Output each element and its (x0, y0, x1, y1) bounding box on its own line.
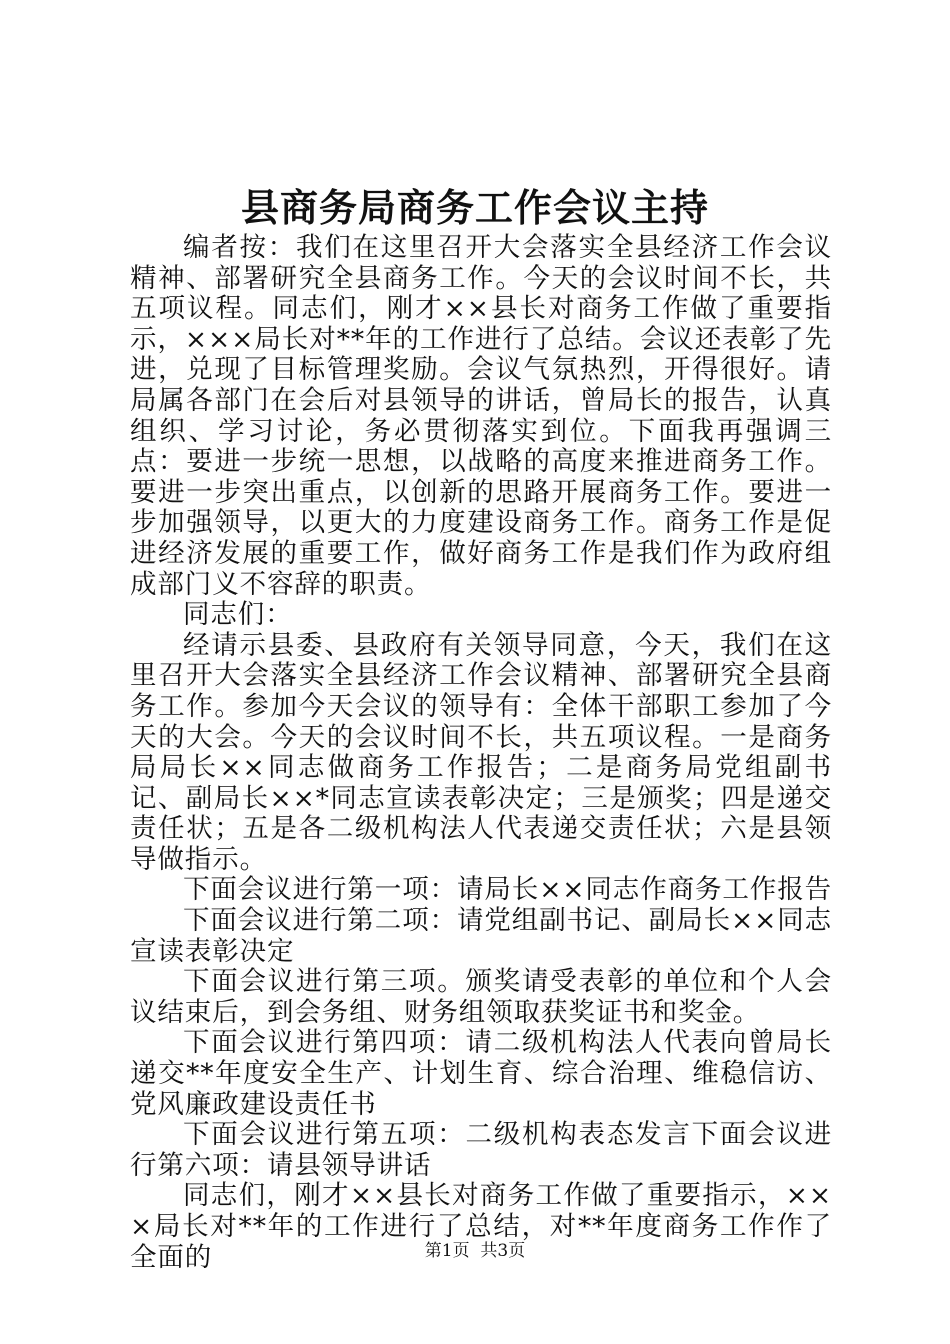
page-number: 第1页 (424, 1241, 470, 1261)
page-total: 共3页 (480, 1241, 526, 1261)
paragraph-agenda-item-4: 下面会议进行第四项：请二级机构法人代表向曾局长递交**年度安全生产、计划生育、综合治理、维稳信访、党风廉政建设责任书 (130, 1027, 832, 1120)
paragraph-closing: 同志们，刚才××县长对商务工作做了重要指示，×××局长对**年的工作进行了总结，对**年度商务工作作了全面的 (130, 1180, 832, 1273)
document-title: 县商务局商务工作会议主持 (240, 185, 709, 230)
paragraph-editor-note: 编者按：我们在这里召开大会落实全县经济工作会议精神、部署研究全县商务工作。今天的会议时间不长，共五项议程。同志们，刚才××县长对商务工作做了重要指示，×××局长对**年的工作进行了总结。会议还表彰了先进，兑现了目标管理奖励。会议气氛热烈，开得很好。请局属各部门在会后对县领导的讲话，曾局长的报告，认真组织、学习讨论，务必贯彻落实到位。下面我再强调三点：要进一步统一思想，以战略的高度来推进商务工作。要进一步突出重点，以创新的思路开展商务工作。要进一步加强领导，以更大的力度建设商务工作。商务工作是促进经济发展的重要工作，做好商务工作是我们作为政府组成部门义不容辞的职责。 (130, 232, 832, 600)
page-footer (0, 1239, 950, 1263)
paragraph-agenda-item-2: 下面会议进行第二项：请党组副书记、副局长××同志宣读表彰决定 (130, 905, 833, 967)
paragraph-agenda-item-1: 下面会议进行第一项：请局长××同志作商务工作报告 (183, 874, 833, 906)
paragraph-opening: 经请示县委、县政府有关领导同意，今天，我们在这里召开大会落实全县经济工作会议精神、部署研究全县商务工作。参加今天会议的领导有：全体干部职工参加了今天的大会。今天的会议时间不长，共五项议程。一是商务局局长××同志做商务工作报告；二是商务局党组副书记、副局长××*同志宣读表彰决定；三是颁奖；四是递交责任状；五是各二级机构法人代表递交责任状；六是县领导做指示。 (130, 629, 832, 875)
paragraph-agenda-item-3: 下面会议进行第三项。颁奖请受表彰的单位和个人会议结束后，到会务组、财务组领取获奖证书和奖金。 (130, 966, 832, 1028)
document-body (130, 233, 832, 1273)
paragraph-salutation: 同志们： (183, 599, 293, 631)
paragraph-agenda-item-5-6: 下面会议进行第五项：二级机构表态发言下面会议进行第六项：请县领导讲话 (130, 1119, 832, 1181)
